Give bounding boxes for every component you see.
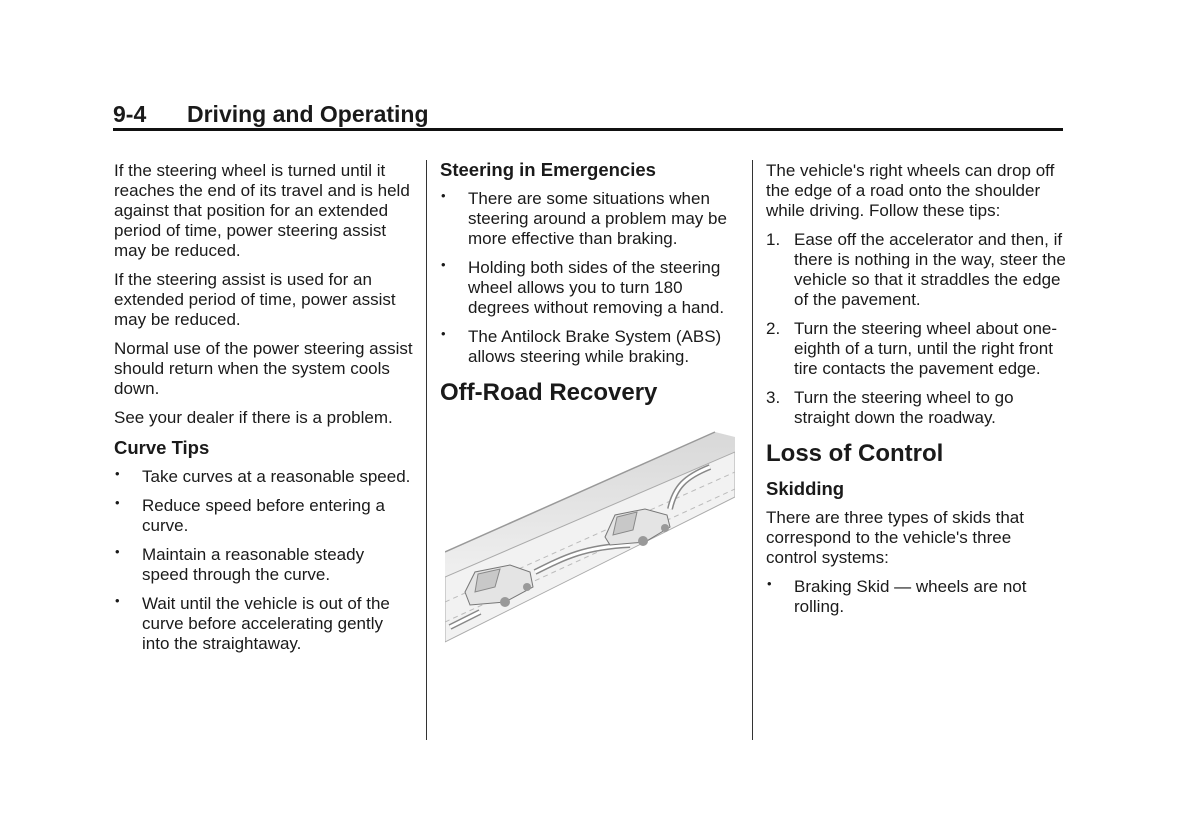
list-item-text: Maintain a reasonable steady speed through the curve. [142,545,365,584]
list-item [114,467,414,487]
bullet-icon: • [767,576,772,591]
list-item [440,258,740,318]
list-item [114,545,414,585]
header-rule [113,128,1063,131]
car-icon [605,509,670,546]
heading-curve-tips: Curve Tips [114,437,210,458]
list-item-text: Holding both sides of the steering wheel allows you to turn 180 degrees without removing a hand. [468,258,725,317]
list-item [766,388,1066,428]
step-number: 1. [766,230,781,249]
list-item-text: Turn the steering wheel about one-eighth of a turn, until the right front tire contacts the pavement edge. [794,319,1058,378]
column-1 [114,161,414,663]
column-3 [766,161,1066,626]
off-road-recovery-illustration [445,427,735,645]
column-2 [440,159,740,645]
bullet-icon: • [115,593,120,608]
page-header [113,101,429,128]
paragraph: See your dealer if there is a problem. [114,408,393,427]
paragraph: There are three types of skids that correspond to the vehicle's three control systems: [766,508,1024,567]
bullet-icon: • [441,326,446,341]
list-item [114,496,414,536]
list-item-text: Braking Skid — wheels are not rolling. [794,577,1027,616]
heading-loss-of-control: Loss of Control [766,440,944,467]
step-number: 3. [766,388,781,407]
heading-skidding: Skidding [766,478,845,499]
list-item [440,327,740,367]
step-number: 2. [766,319,781,338]
page-number: 9-4 [113,101,147,127]
bullet-icon: • [115,466,120,481]
bullet-icon: • [441,257,446,272]
heading-off-road-recovery: Off-Road Recovery [440,379,658,406]
list-item-text: Take curves at a reasonable speed. [142,467,411,486]
paragraph: If the steering wheel is turned until it reaches the end of its travel and is held against that position for an extended period of time, power steering assist may be reduced. [114,161,410,260]
heading-steering-emergencies: Steering in Emergencies [440,159,656,180]
list-item [766,230,1066,310]
list-item [440,189,740,249]
bullet-icon: • [441,188,446,203]
list-item-text: Turn the steering wheel to go straight down the roadway. [794,388,1014,427]
list-item [766,577,1066,617]
list-item [766,319,1066,379]
list-item [114,594,414,654]
paragraph: If the steering assist is used for an extended period of time, power assist may be reduced. [114,270,396,329]
paragraph: Normal use of the power steering assist should return when the system cools down. [114,339,413,398]
list-item-text: Reduce speed before entering a curve. [142,496,385,535]
section-title: Driving and Operating [187,101,429,127]
column-divider [426,160,427,740]
list-item-text: There are some situations when steering around a problem may be more effective than braking. [468,189,727,248]
column-divider [752,160,753,740]
list-item-text: The Antilock Brake System (ABS) allows steering while braking. [468,327,722,366]
list-item-text: Ease off the accelerator and then, if there is nothing in the way, steer the vehicle so that it straddles the edge of the pavement. [794,230,1066,309]
paragraph: The vehicle's right wheels can drop off the edge of a road onto the shoulder while driving. Follow these tips: [766,161,1055,220]
bullet-icon: • [115,495,120,510]
bullet-icon: • [115,544,120,559]
list-item-text: Wait until the vehicle is out of the curve before accelerating gently into the straightaway. [142,594,390,653]
